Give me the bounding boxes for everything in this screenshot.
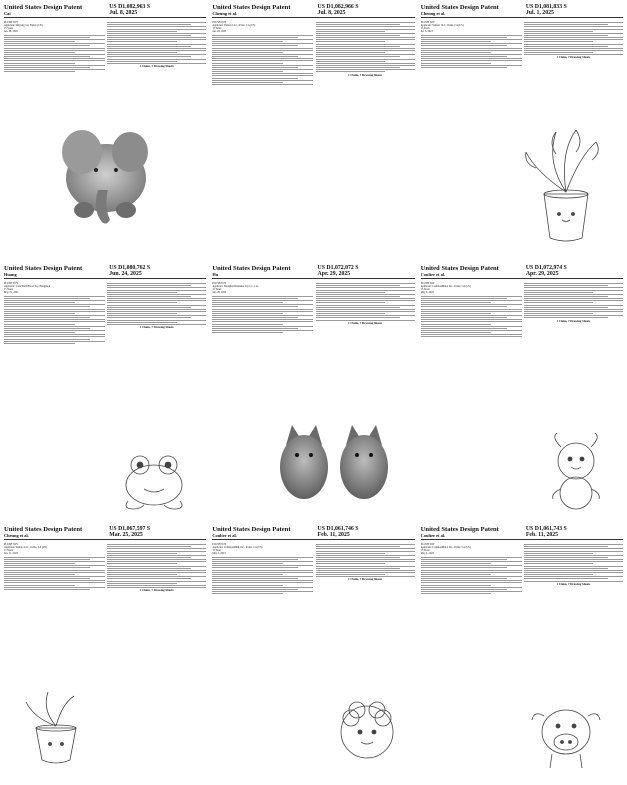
patent-header-title: United States Design Patent (212, 265, 291, 272)
plant-pot-drawing (516, 122, 616, 252)
character-drawing (541, 433, 611, 513)
patent-term: 15 Years (420, 288, 430, 292)
patent-card (212, 526, 414, 781)
patent-applicant: Applicant: Yamato LLC, Irvine, CA (US) (212, 24, 256, 28)
patent-title: PLUSH TOY (420, 282, 435, 285)
patent-title: PLUSH TOY (212, 282, 227, 285)
patent-description (316, 21, 415, 77)
patent-bibliography (212, 21, 313, 86)
patent-filed: Jan. 28, 2022 (4, 30, 18, 34)
patent-description (107, 543, 206, 592)
patent-claim: 1 Claim, 7 Drawing Sheets (348, 577, 383, 582)
patent-card (421, 526, 623, 781)
patent-card (4, 4, 206, 259)
patent-header (4, 4, 206, 18)
patent-number: US D1,081,833 S (525, 4, 567, 10)
patent-header-title: United States Design Patent (420, 4, 499, 11)
patent-header (421, 265, 623, 279)
patent-claim: 1 Claim, 7 Drawing Sheets (556, 581, 591, 586)
patent-filed: May 4, 2023 (420, 552, 434, 556)
patent-term: 15 Years (212, 288, 222, 292)
patent-inventor: Cheung et al. (4, 533, 29, 538)
patent-number: US D1,072,072 S (317, 265, 359, 271)
patent-header (4, 526, 206, 540)
patent-inventor: Huang (4, 272, 17, 277)
patent-applicant: Applicant: Yamato LLC, Irvine, CA (US) (420, 24, 464, 28)
patent-claim: 1 Claim, 3 Drawing Sheets (139, 63, 174, 68)
patent-bibliography (421, 543, 522, 595)
patent-bibliography (4, 21, 105, 73)
patent-bibliography (212, 282, 313, 334)
patent-inventor: Cai (4, 11, 11, 16)
elephant-plush-photo (44, 112, 164, 232)
patent-date: Apr. 29, 2025 (317, 271, 351, 277)
patent-title: PLUSH TOY (420, 21, 435, 24)
patent-bibliography (4, 543, 105, 591)
patent-applicant: Applicant: Yamato LLC, Irvine, CA (US) (4, 546, 47, 550)
patent-term: 15 Years (4, 549, 13, 553)
patent-claim: 1 Claim, 7 Drawing Sheets (348, 320, 383, 325)
patent-date: Apr. 29, 2025 (525, 271, 559, 277)
patent-title: PLUSH TOY (4, 21, 19, 24)
patent-filed: Jan. 21, 2023 (4, 552, 18, 556)
patent-title: PLUSH TOY (420, 543, 435, 546)
patent-header-title: United States Design Patent (420, 526, 499, 533)
patent-card (212, 265, 414, 520)
patent-claim: 1 Claim, 7 Drawing Sheets (556, 318, 591, 323)
cow-drawing (526, 696, 606, 772)
patent-bibliography (421, 21, 522, 69)
patent-header-title: United States Design Patent (420, 265, 499, 272)
pot-plant-drawing (16, 686, 96, 766)
patent-header-title: United States Design Patent (212, 4, 291, 11)
patent-applicant: Applicant: CommonMind, Inc., Irvine, CA (US) (420, 546, 471, 550)
patent-description (524, 282, 623, 323)
patent-term: 15 Years (420, 27, 430, 31)
patent-date: Feb. 11, 2025 (525, 532, 559, 538)
patent-inventor: Cheung et al. (212, 11, 238, 16)
patent-claim: 1 Claim, 7 Drawing Sheets (139, 588, 174, 593)
patent-applicant: Applicant: Lotte Wolf Blood Toy, Hangzhou (4, 285, 51, 289)
patent-date: Jun. 24, 2025 (109, 271, 142, 277)
patent-number: US D1,067,597 S (109, 526, 151, 532)
patent-filed: May 4, 2023 (212, 552, 226, 556)
patent-grid (4, 4, 623, 781)
patent-bibliography (421, 282, 522, 339)
patent-header-title: United States Design Patent (4, 265, 83, 272)
patent-card (421, 265, 623, 520)
patent-term: 15 Years (212, 549, 222, 553)
patent-card (421, 4, 623, 259)
sheep-drawing (327, 688, 407, 768)
patent-inventor: Coulter et al. (420, 272, 446, 277)
patent-term: 15 Years (4, 27, 13, 31)
patent-filed: Jan. 20, 2023 (212, 30, 227, 34)
patent-title: PLUSH TOY (212, 21, 227, 24)
patent-filed: Jul. 6, 2023 (420, 30, 433, 34)
patent-claim: 1 Claim, 7 Drawing Sheets (139, 324, 174, 329)
frog-drawing (114, 443, 194, 513)
patent-filed: May 31, 2021 (4, 291, 19, 295)
patent-date: Jul. 8, 2025 (109, 10, 138, 16)
patent-term: 15 Years (420, 549, 430, 553)
patent-card (4, 265, 206, 520)
patent-date: Jul. 8, 2025 (317, 10, 346, 16)
patent-applicant: Applicant: CommonMind, Inc., Irvine, CA (US) (420, 285, 471, 289)
patent-date: Mar. 25, 2025 (109, 532, 143, 538)
patent-inventor: Hu (212, 272, 219, 277)
patent-title: PLUSH TOY (4, 282, 19, 285)
patent-number: US D1,080,762 S (109, 265, 151, 271)
patent-filed: Jan. 29, 2023 (212, 291, 227, 295)
patent-date: Feb. 11, 2025 (317, 532, 350, 538)
patent-description (107, 282, 206, 329)
patent-header-title: United States Design Patent (4, 4, 83, 11)
patent-applicant: Applicant: Shanghai Deliesine Toy Co., Ltd. (212, 285, 259, 289)
patent-header-title: United States Design Patent (4, 526, 83, 533)
patent-inventor: Coulter et al. (420, 533, 446, 538)
patent-number: US D1,082,966 S (317, 4, 359, 10)
patent-applicant: Applicant: Dalyang Cai, Fujian (CN) (4, 24, 43, 28)
patent-bibliography (212, 543, 313, 595)
patent-number: US D1,061,746 S (317, 526, 359, 532)
patent-header (212, 4, 414, 18)
patent-claim: 1 Claim, 7 Drawing Sheets (556, 55, 591, 60)
patent-header (421, 526, 623, 540)
patent-term: 15 Years (212, 27, 222, 31)
patent-header (4, 265, 206, 279)
patent-description (524, 543, 623, 586)
patent-header-title: United States Design Patent (212, 526, 291, 533)
patent-filed: May 4, 2023 (420, 291, 434, 295)
patent-date: Jul. 1, 2025 (525, 10, 554, 16)
patent-number: US D1,072,974 S (525, 265, 567, 271)
patent-number: US D1,082,963 S (109, 4, 151, 10)
patent-description (316, 543, 415, 582)
patent-card (4, 526, 206, 781)
patent-header (212, 526, 414, 540)
patent-term: 15 Years (4, 288, 13, 292)
patent-number: US D1,061,743 S (525, 526, 567, 532)
cat-plush-photos (274, 415, 394, 505)
patent-title: PLUSH TOY (212, 543, 227, 546)
patent-card (212, 4, 414, 259)
patent-inventor: Coulter et al. (212, 533, 237, 538)
patent-description (524, 21, 623, 60)
patent-description (316, 282, 415, 325)
patent-description (107, 21, 206, 68)
patent-applicant: Applicant: CommonMind, Inc., Irvine, CA (US) (212, 546, 263, 550)
patent-header (421, 4, 623, 18)
patent-title: PLUSH TOY (4, 543, 19, 546)
patent-claim: 1 Claim, 7 Drawing Sheets (348, 72, 383, 77)
patent-header (212, 265, 414, 279)
patent-bibliography (4, 282, 105, 345)
patent-inventor: Cheung et al. (420, 11, 446, 16)
